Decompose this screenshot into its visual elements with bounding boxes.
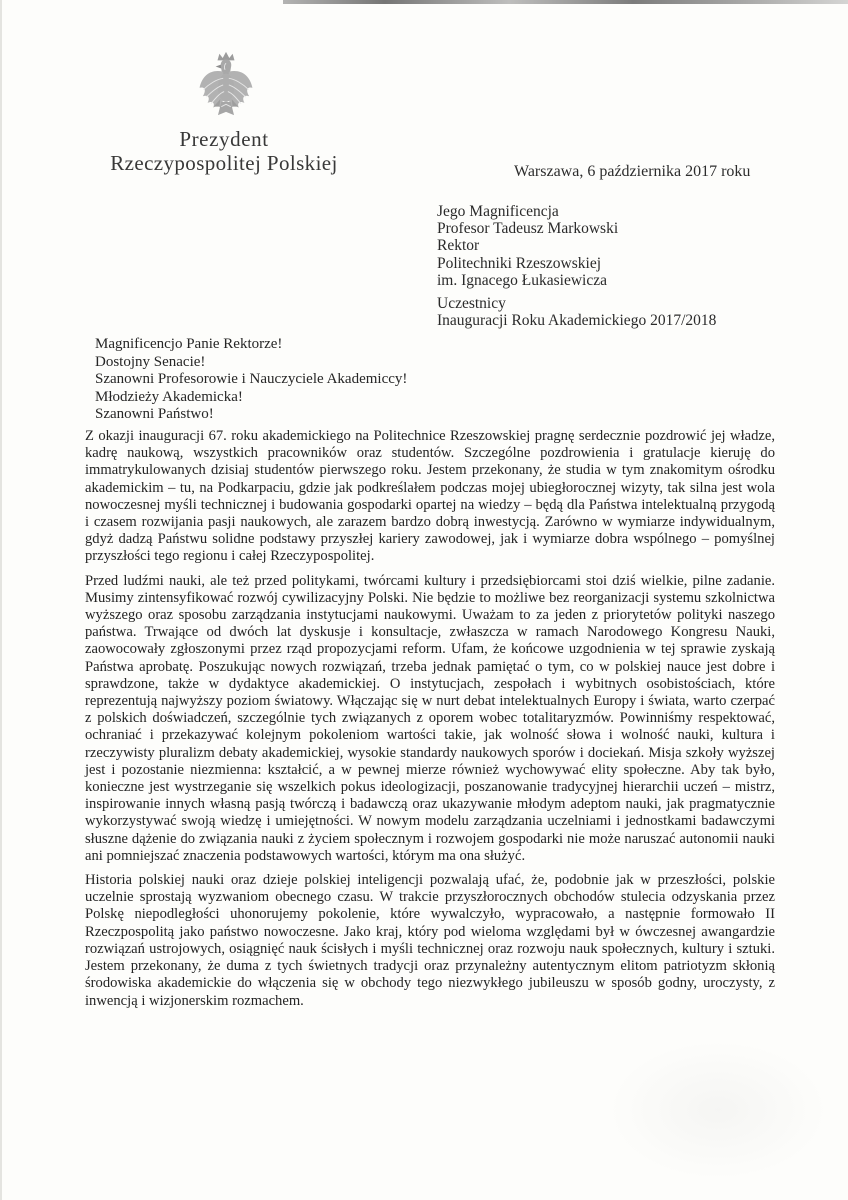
recipient-secondary-line-participants: Uczestnicy — [437, 295, 506, 313]
body-paragraph-1: Z okazji inauguracji 67. roku akademickiego na Politechnice Rzeszowskiej pragnę serdecznie pozdrowić jej władze, kadrę naukową, wszystkich pracowników oraz studentów. Szczególne pozdrowienia i gratulacje kieruję do immatrykulowanych dzisiaj studentów pierwszego roku. Jestem przekonany, że studia w tym znakomitym ośrodku akademickim – tu, na Podkarpaciu, gdzie jak podkreślałem podczas mojej ubiegłorocznej wizyty, tak silna jest wola nowoczesnej myśli technicznej i budowania gospodarki opartej na wiedzy – będą dla Państwa intelektualną przygodą i czasem rozwijania pasji naukowych, ale zarazem bardzo dobrą inwestycją. Zarówno w wymiarze indywidualnym, gdyż dadzą Państwu solidne podstawy przyszłej kariery zawodowej, jak i wymiarze dobra wspólnego – pomyślnej przyszłości tego regionu i całej Rzeczypospolitej. — [85, 428, 775, 565]
recipient-secondary-line-event: Inauguracji Roku Akademickiego 2017/2018 — [437, 312, 717, 330]
recipient-line-institution: Politechniki Rzeszowskiej — [437, 254, 602, 272]
dateline: Warszawa, 6 października 2017 roku — [514, 163, 751, 180]
salutation-line-students: Młodzieży Akademicka! — [95, 388, 243, 405]
letterhead-title-line1: Prezydent — [179, 127, 269, 151]
polish-eagle-emblem-icon — [197, 50, 255, 118]
recipient-block — [437, 203, 716, 329]
recipient-secondary-block — [437, 295, 716, 329]
body-paragraph-3: Historia polskiej nauki oraz dzieje polskiej inteligencji pozwalają ufać, że, podobnie jak w przeszłości, polskie uczelnie sprostają wyzwaniom obecnego czasu. W trakcie przyszłorocznych obchodów stulecia odzyskania przez Polskę niepodległości uhonorujemy pokolenie, które wywalczyło, wypracowało, a następnie formowało II Rzeczpospolitą jako państwo nowoczesne. Jako kraj, który pod wieloma względami był w ówczesnej awangardzie rozwiązań ustrojowych, osiągnięć nauk ścisłych i myśli technicznej oraz rozwoju nauk społecznych, kultury i sztuki. Jestem przekonany, że duma z tych świetnych tradycji oraz przynależny autentycznym elitom patriotyzm skłonią środowiska akademickie do włączenia się w obchody tego niezwykłego jubileuszu w sposób godny, uroczysty, z inwencją i wizjonerskim rozmachem. — [85, 872, 775, 1009]
letter-body — [85, 428, 775, 1010]
salutation-line-senate: Dostojny Senacie! — [95, 353, 206, 370]
recipient-line-name: Profesor Tadeusz Markowski — [437, 220, 619, 238]
scan-artifact-bottom-smudge — [608, 1040, 828, 1180]
salutation-block — [95, 336, 407, 424]
salutation-line-rector: Magnificencjo Panie Rektorze! — [95, 336, 283, 352]
recipient-line-honorific: Jego Magnificencja — [437, 203, 559, 220]
salutation-line-professors: Szanowni Profesorowie i Nauczyciele Akademiccy! — [95, 371, 408, 388]
scan-artifact-top-strip — [283, 0, 848, 4]
body-paragraph-2: Przed ludźmi nauki, ale też przed politykami, twórcami kultury i przedsiębiorcami stoi dziś wielkie, pilne zadanie. Musimy zintensyfikować rozwój cywilizacyjny Polski. Nie będzie to możliwe bez reorganizacji systemu szkolnictwa wyższego oraz sposobu zarządzania instytucjami naukowymi. Uważam to za jeden z priorytetów polityki naszego państwa. Trwające od dwóch lat dyskusje i konsultacje, zwłaszcza w ramach Narodowego Kongresu Nauki, zaowocowały zgłoszonymi przez rząd propozycjami reform. Ufam, że końcowe uzgodnienia w tej sprawie zyskają Państwa aprobatę. Poszukując nowych rozwiązań, trzeba jednak pamiętać o tym, co w polskiej nauce jest dobre i sprawdzone, także w dydaktyce akademickiej. O instytucjach, zespołach i wybitnych osobistościach, które reprezentują najwyższy poziom światowy. Włączając się w nurt debat intelektualnych Europy i świata, warto czerpać z polskich doświadczeń, szczególnie tych związanych z oporem wobec totalitaryzmów. Powinniśmy respektować, ochraniać i przekazywać kolejnym pokoleniom wartości takie, jak wolność słowa i wolność nauki, kultura i rzeczywisty pluralizm debaty akademickiej, wysokie standardy naukowych sporów i dociekań. Misja szkoły wyższej jest i pozostanie niezmienna: kształcić, a w pewnej mierze również wychowywać elity społeczne. Aby tak było, konieczne jest wystrzeganie się wszelkich pokus ideologizacji, poszanowanie tradycyjnej hierarchii uczeń – mistrz, inspirowanie innych własną pasją twórczą i badawczą oraz ukazywanie młodym adeptom nauki, jak pragmatycznie wykorzystywać swoją wiedzę i umiejętności. W nowym modelu zarządzania uczelniami i jednostkami badawczymi słuszne dążenie do związania nauki z życiem społecznym i rozwojem gospodarki nie może naruszać autonomii nauki ani pomniejszać znaczenia podstawowych wartości, którym ma ona służyć. — [85, 572, 775, 864]
recipient-line-title: Rektor — [437, 237, 480, 255]
letterhead-title-line2: Rzeczypospolitej Polskiej — [110, 151, 338, 175]
salutation-line-guests: Szanowni Państwo! — [95, 406, 214, 423]
recipient-line-patron: im. Ignacego Łukasiewicza — [437, 271, 607, 289]
scan-artifact-left-edge — [0, 0, 2, 1200]
